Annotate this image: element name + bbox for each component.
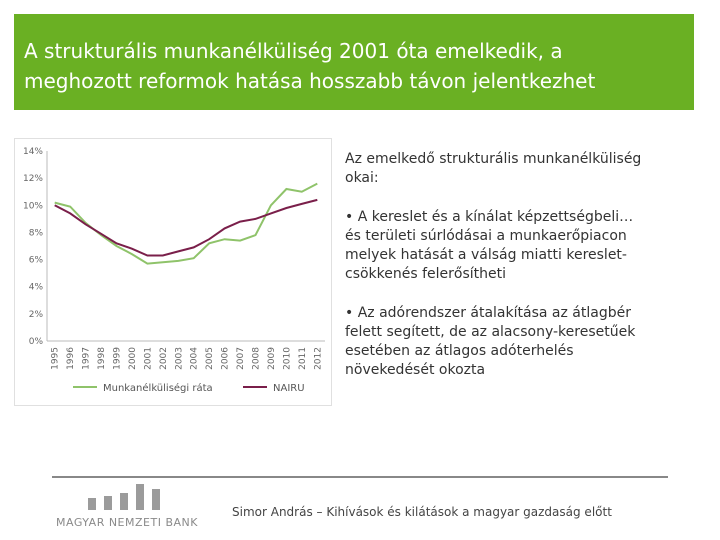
x-tick-label: 2010 <box>282 347 293 370</box>
x-tick-label: 2008 <box>251 347 262 370</box>
mnb-logo-bars-icon <box>88 484 178 510</box>
slide-title-bar <box>14 14 694 110</box>
slide-title-line-1: A strukturális munkanélküliség 2001 óta emelkedik, a <box>24 39 563 63</box>
legend-label-1: Munkanélküliségi ráta <box>103 383 213 394</box>
x-tick-label: 2006 <box>220 347 231 370</box>
footer-text: Simor András – Kihívások és kilátások a magyar gazdaság előtt <box>232 505 612 519</box>
x-tick-label: 1998 <box>97 347 108 370</box>
text-line: melyek hatását a válság miatti kereslet- <box>345 247 627 263</box>
x-tick-label: 2011 <box>297 347 308 370</box>
y-tick-label: 8% <box>28 228 43 239</box>
para-bullet-2 <box>345 304 705 380</box>
footer-divider <box>52 476 668 478</box>
x-tick-label: 2009 <box>266 347 277 370</box>
text-line: csökkenés felerősítheti <box>345 266 507 282</box>
y-tick-label: 6% <box>28 255 43 266</box>
x-tick-label: 1999 <box>112 347 123 370</box>
logo-bar <box>152 489 160 510</box>
text-line: növekedését okozta <box>345 362 486 378</box>
logo-bar <box>120 493 128 510</box>
logo-bar <box>104 496 112 510</box>
x-tick-label: 2003 <box>174 347 185 370</box>
text-line: felett segített, de az alacsony-keresetűek <box>345 324 636 340</box>
x-tick-label: 1996 <box>66 347 77 370</box>
logo-bar <box>88 498 96 510</box>
text-line: • A kereslet és a kínálat képzettségbeli… <box>345 209 634 225</box>
x-tick-label: 2002 <box>158 347 169 370</box>
y-tick-label: 12% <box>22 174 43 185</box>
y-tick-label: 0% <box>28 337 43 347</box>
unemployment-chart <box>14 138 332 406</box>
x-tick-label: 1997 <box>81 347 92 370</box>
series-line-1 <box>55 184 318 264</box>
explanation-text <box>345 150 705 400</box>
x-tick-label: 2005 <box>205 347 216 370</box>
para-bullet-1 <box>345 208 705 284</box>
x-tick-label: 1995 <box>50 347 61 370</box>
x-tick-label: 2004 <box>189 347 200 370</box>
para-intro <box>345 150 705 188</box>
y-tick-label: 2% <box>28 309 43 320</box>
y-tick-label: 4% <box>28 282 43 293</box>
y-tick-label: 10% <box>22 201 43 212</box>
chart-svg <box>15 139 333 407</box>
x-tick-label: 2001 <box>143 347 154 370</box>
text-line: Az emelkedő strukturális munkanélküliség <box>345 151 642 167</box>
legend-label-2: NAIRU <box>273 383 305 394</box>
x-tick-label: 2012 <box>313 347 324 370</box>
slide-title-line-2: meghozott reformok hatása hosszabb távon jelentkezhet <box>24 69 596 93</box>
series-line-2 <box>55 200 318 256</box>
logo-bar <box>136 484 144 510</box>
y-tick-label: 14% <box>22 147 43 157</box>
mnb-logo-text: MAGYAR NEMZETI BANK <box>56 516 198 529</box>
mnb-logo <box>50 482 210 532</box>
x-tick-label: 2007 <box>236 347 247 370</box>
x-tick-label: 2000 <box>127 347 138 370</box>
text-line: és területi súrlódásai a munkaerőpiacon <box>345 228 627 244</box>
text-line: esetében az átlagos adóterhelés <box>345 343 574 359</box>
text-line: • Az adórendszer átalakítása az átlagbér <box>345 305 631 321</box>
text-line: okai: <box>345 170 379 186</box>
